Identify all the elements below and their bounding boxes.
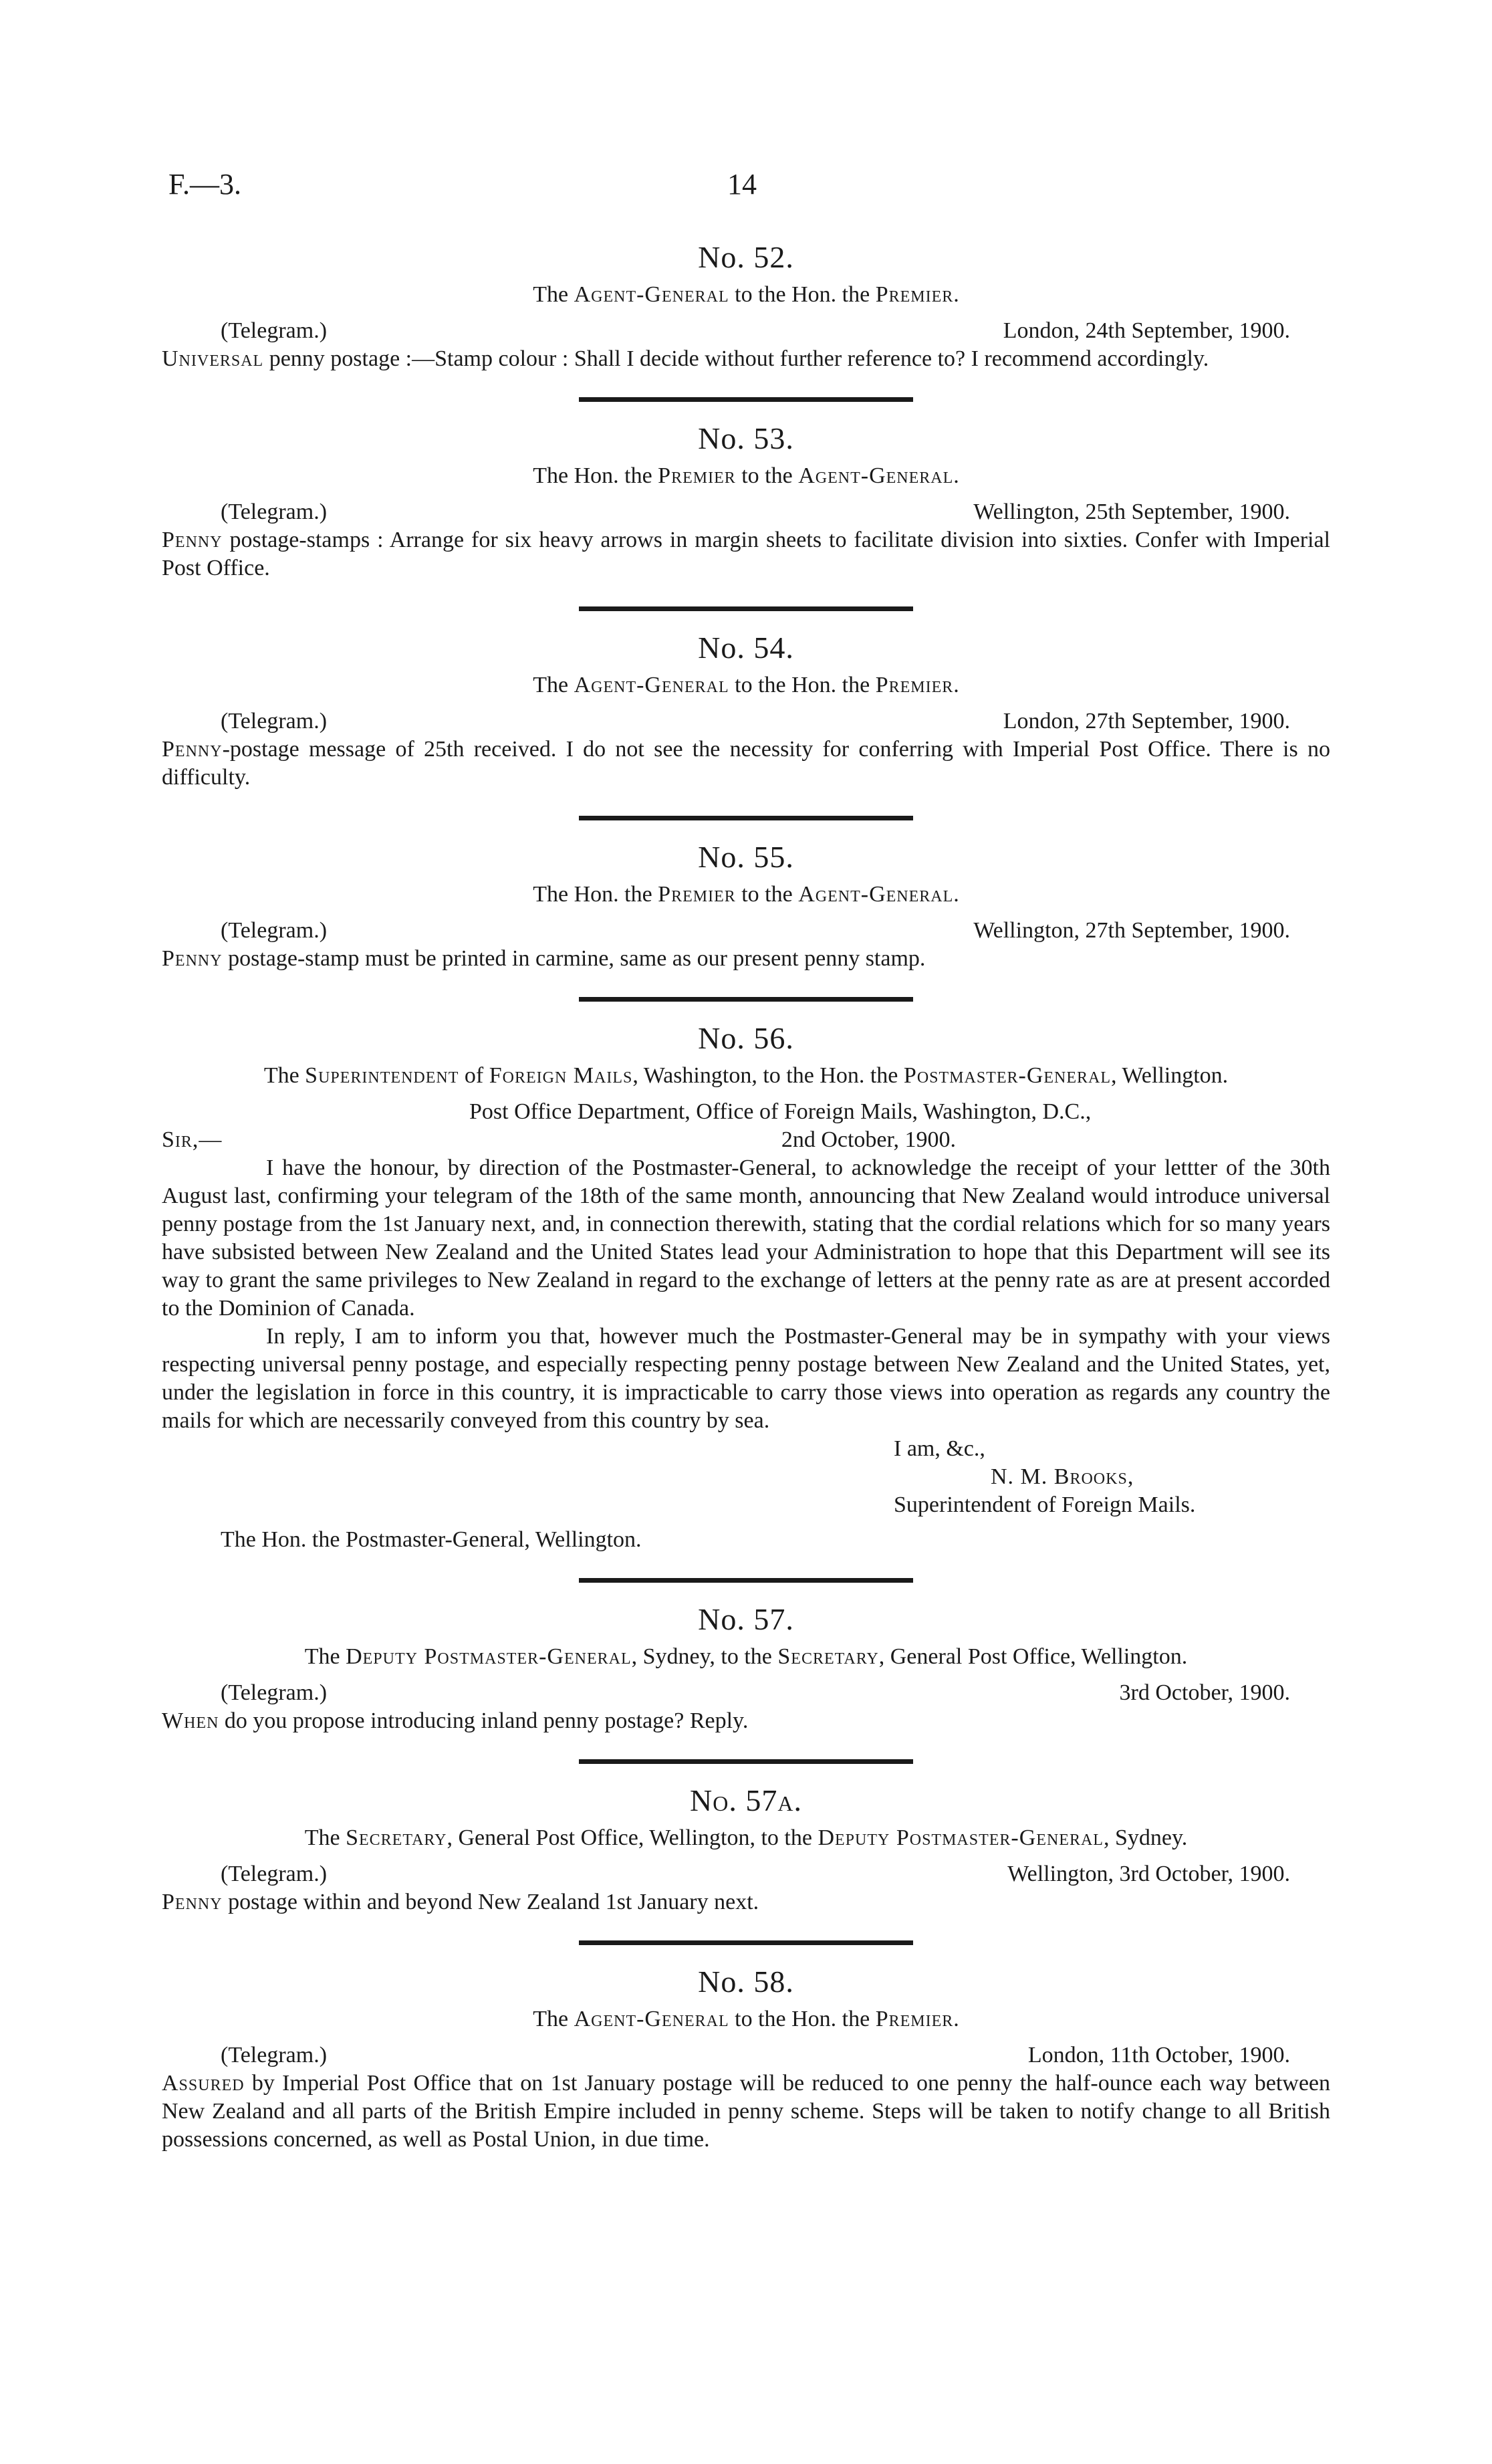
heading-recipient: Premier [875,282,954,307]
heading-sender: Premier [658,463,736,488]
telegram-label: (Telegram.) [221,918,328,943]
telegram-label: (Telegram.) [221,1680,328,1705]
heading-sender: Secretary [346,1825,447,1850]
section-number: No. 54. [698,631,794,665]
telegram-line [162,2041,1330,2069]
heading-sender: Agent-General [574,282,729,307]
section-divider [579,1940,913,1945]
telegram-line [162,317,1330,345]
telegram-line [162,1679,1330,1707]
heading-sender: Agent-General [574,673,729,697]
document-reference: F.—3. [168,168,241,201]
telegram-label: (Telegram.) [221,318,328,343]
telegram-label: (Telegram.) [221,499,328,524]
telegram-line [162,498,1330,526]
section-number: No. 56. [698,1021,794,1055]
section-divider [579,606,913,611]
section-divider [579,397,913,402]
section-heading: The Agent-General to the Hon. the Premier. [533,282,959,307]
section-divider [579,997,913,1002]
section-no-57 [162,1600,1330,1735]
place-date: Wellington, 3rd October, 1900. [1007,1862,1290,1886]
section-number: No. 55. [698,840,794,874]
heading-sender: Premier [658,882,736,907]
section-heading: The Deputy Postmaster-General, Sydney, to the Secretary, General Post Office, Wellington. [304,1644,1188,1669]
section-no-55 [162,838,1330,973]
section-no-56 [162,1019,1330,1554]
place-date: Wellington, 25th September, 1900. [973,499,1290,524]
telegram-label: (Telegram.) [221,2043,328,2067]
letter-date: 2nd October, 1900. [781,1127,956,1152]
section-heading: The Secretary, General Post Office, Wellington, to the Deputy Postmaster-General, Sydney. [304,1825,1188,1850]
message-text: When do you propose introducing inland penny postage? Reply. [162,1708,749,1733]
section-heading: The Hon. the Premier to the Agent-General. [533,882,959,907]
place-date: London, 27th September, 1900. [1003,709,1290,734]
section-no-52 [162,238,1330,373]
section-heading: The Hon. the Premier to the Agent-General. [533,463,959,488]
telegram-line [162,1860,1330,1888]
message-text: Penny postage-stamp must be printed in carmine, same as our present penny stamp. [162,946,926,971]
message-text: Universal penny postage :—Stamp colour : Shall I decide without further reference to? I recommend accordingly. [162,346,1209,371]
closing: I am, &c., [894,1436,985,1461]
heading-sender: Deputy Postmaster-General [346,1644,632,1669]
section-heading: The Agent-General to the Hon. the Premier. [533,673,959,697]
place-date: 3rd October, 1900. [1119,1680,1290,1705]
heading-recipient: Agent-General [798,882,954,907]
section-no-57a [162,1781,1330,1916]
heading-sender: Superintendent [305,1063,459,1088]
place-date: London, 11th October, 1900. [1027,2043,1290,2067]
addressee: The Hon. the Postmaster-General, Wellington. [221,1527,642,1552]
section-number: No. 52. [698,240,794,274]
salutation-row [162,1126,1330,1154]
section-no-53 [162,419,1330,582]
section-heading: The Agent-General to the Hon. the Premier. [533,2007,959,2031]
heading-sender: Agent-General [574,2007,729,2031]
signature-name: N. M. Brooks, [991,1464,1134,1489]
section-number: No. 58. [698,1965,794,1999]
heading-recipient: Premier [875,2007,954,2031]
message-text: Penny postage-stamps : Arrange for six heavy arrows in margin sheets to facilitate division into sixties. Confer with Imperial Post Office. [162,528,1330,580]
heading-recipient: Secretary [777,1644,879,1669]
document-body [162,227,1330,2154]
message-text: Penny-postage message of 25th received. I do not see the necessity for conferring with Imperial Post Office. There is no difficulty. [162,737,1330,790]
salutation: Sir,— [162,1127,223,1152]
page-number: 14 [727,168,757,201]
section-no-54 [162,629,1330,792]
section-number: No. 57. [698,1602,794,1636]
section-number: No. 53. [698,421,794,455]
section-divider [579,816,913,820]
section-divider [579,1578,913,1583]
telegram-label: (Telegram.) [221,709,328,734]
heading-recipient: Premier [875,673,954,697]
section-number: No. 57a. [690,1783,802,1817]
heading-recipient: Postmaster-General [903,1063,1112,1088]
message-text: Assured by Imperial Post Office that on 1st January postage will be reduced to one penny the half-ounce each way between New Zealand and all parts of the British Empire included in penny scheme. Steps will be taken to notify change to all British possessions concerned, as well as Postal Union, in due time. [162,2071,1330,2152]
letter-location: Post Office Department, Office of Foreign Mails, Washington, D.C., [469,1099,1092,1124]
signature-block [162,1435,1330,1519]
signature-title: Superintendent of Foreign Mails. [894,1492,1196,1517]
place-date: Wellington, 27th September, 1900. [973,918,1290,943]
telegram-line [162,917,1330,945]
place-date: London, 24th September, 1900. [1003,318,1290,343]
heading-recipient: Deputy Postmaster-General [818,1825,1104,1850]
message-text: Penny postage within and beyond New Zealand 1st January next. [162,1890,759,1914]
heading-recipient: Agent-General [798,463,954,488]
section-no-58 [162,1963,1330,2154]
telegram-line [162,707,1330,736]
section-heading: The Superintendent of Foreign Mails, Washington, to the Hon. the Postmaster-General, Wellington. [263,1063,1229,1088]
letter-paragraph: I have the honour, by direction of the Postmaster-General, to acknowledge the receipt of your lettter of the 30th August last, confirming your telegram of the 18th of the same month, announcing that New Zealand would introduce universal penny postage from the 1st January next, and, in connection therewith, stating that the cordial relations which for so many years have subsisted between New Zealand and the United States lead your Administration to hope that this Department will see its way to grant the same privileges to New Zealand in regard to the exchange of letters at the penny rate as are at present accorded to the Dominion of Canada. [162,1155,1330,1321]
telegram-label: (Telegram.) [221,1862,328,1886]
section-divider [579,1759,913,1764]
letter-paragraph: In reply, I am to inform you that, however much the Postmaster-General may be in sympathy with your views respecting universal penny postage, and especially respecting penny postage between New Zealand and the United States, yet, under the legislation in force in this country, it is impracticable to carry those views into operation as regards any country the mails for which are necessarily conveyed from this country by sea. [162,1324,1330,1433]
